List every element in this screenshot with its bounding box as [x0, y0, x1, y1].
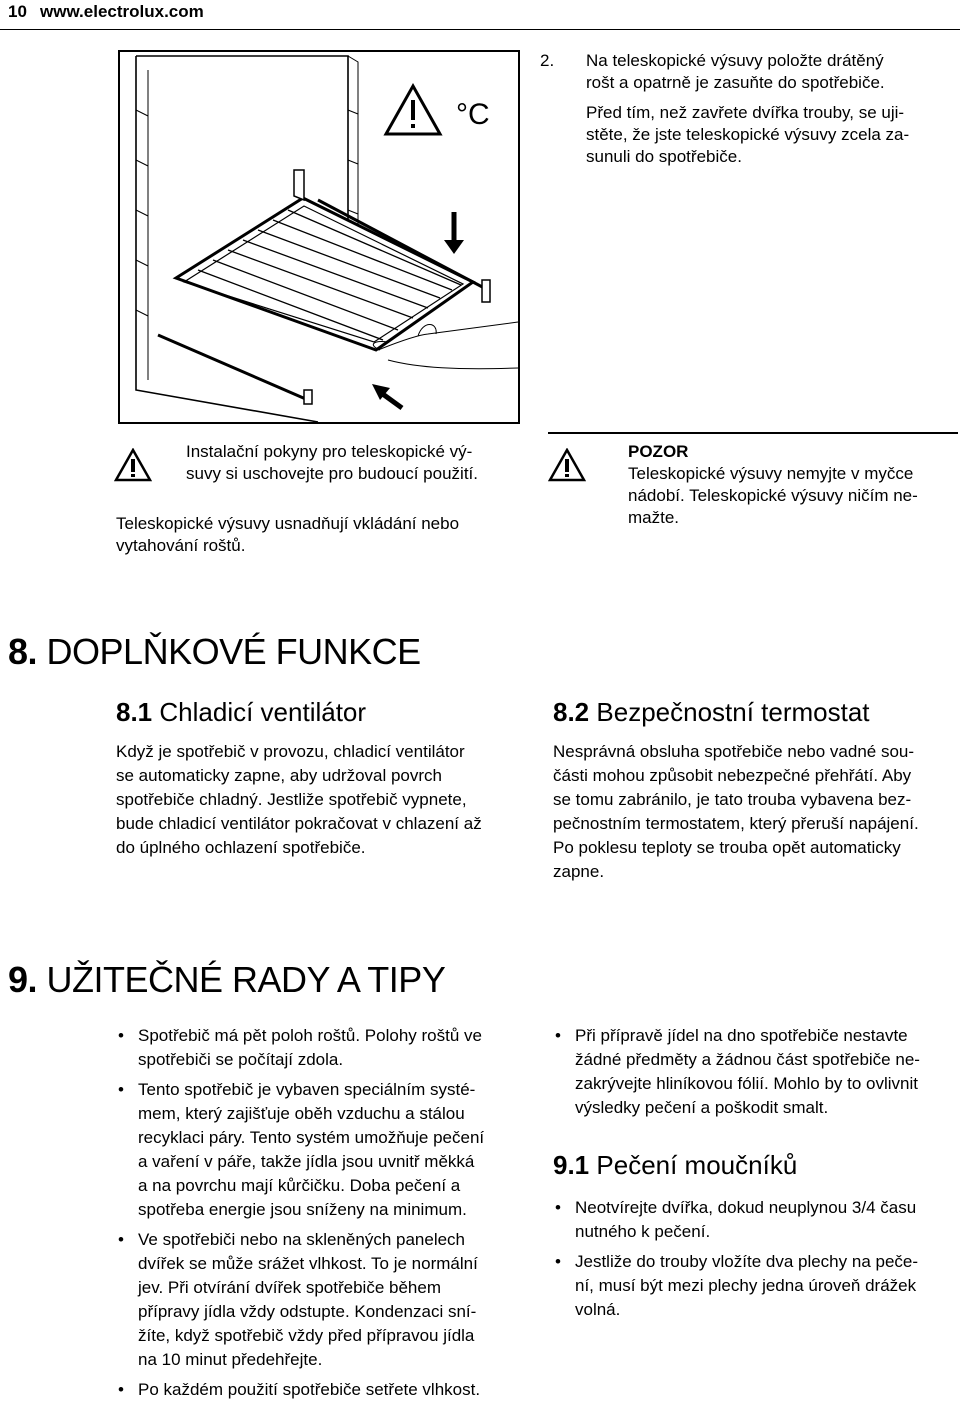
subsection-8-2-heading [553, 697, 870, 727]
site-url: www.electrolux.com [40, 2, 204, 21]
list-line: dvířek se může srážet vlhkost. To je normální [138, 1254, 478, 1273]
list-line: Neotvírejte dvířka, dokud neuplynou 3/4 času [575, 1198, 917, 1217]
list-line: zakrývejte hliníkovou fólií. Mohlo by to ovlivnit [575, 1074, 918, 1093]
text-line: Nesprávná obsluha spotřebiče nebo vadné sou- [553, 742, 915, 761]
list-line: přípravy jídla vždy odstupte. Kondenzaci sní- [138, 1302, 477, 1321]
section-8-heading [8, 632, 421, 672]
section-rule [548, 432, 958, 434]
warning-icon [548, 448, 586, 482]
list-item [116, 1078, 526, 1222]
list-line: jev. Při otvírání dvířek spotřebiče během [138, 1278, 441, 1297]
list-line: mem, který zajišťuje oběh vzduchu a stálou [138, 1104, 465, 1123]
list-line: Ve spotřebiči nebo na skleněných panelech [138, 1230, 466, 1249]
subsection-9-1-heading [553, 1150, 797, 1180]
step-line: rošt a opatrně je zasuňte do spotřebiče. [586, 73, 885, 92]
list-line: nutného k pečení. [575, 1222, 711, 1241]
note-line: suvy si uschovejte pro budoucí použití. [186, 464, 478, 483]
list-line: a vaření v páře, takže jídla jsou uvnitř měkká [138, 1152, 475, 1171]
section-number: 9. [8, 959, 38, 1000]
list-item [553, 1250, 958, 1322]
temperature-label: °C [456, 98, 490, 131]
list-item [553, 1196, 958, 1244]
list-line: a na povrchu mají kůrčičku. Doba pečení a [138, 1176, 461, 1195]
list-line: žíte, když spotřebič vždy před přípravou jídla [138, 1326, 475, 1345]
text-line: Po poklesu teploty se trouba opět automaticky [553, 838, 901, 857]
text-line: se automaticky zapne, aby udržoval povrch [116, 766, 443, 785]
text-line: do úplného ochlazení spotřebiče. [116, 838, 366, 857]
text-line: části mohou způsobit nebezpečné přehřátí. Aby [553, 766, 912, 785]
text-line: pečnostním termostatem, který přeruší napájení. [553, 814, 919, 833]
subsection-title: Bezpečnostní termostat [596, 697, 870, 727]
list-item [116, 1228, 526, 1372]
list-line: volná. [575, 1300, 621, 1319]
caution-line: nádobí. Teleskopické výsuvy ničím ne- [628, 486, 918, 505]
tips-list-left [116, 1024, 526, 1408]
list-line: na 10 minut předehřejte. [138, 1350, 323, 1369]
step-note-line: stěte, že jste teleskopické výsuvy zcela za- [586, 125, 910, 144]
page-number: 10 [8, 2, 27, 21]
subsection-number: 8.2 [553, 697, 590, 727]
note-line: Teleskopické výsuvy usnadňují vkládání nebo [116, 514, 460, 533]
list-line: žádné předměty a žádnou část spotřebiče ne- [575, 1050, 920, 1069]
list-line: spotřeba energie jsou sníženy na minimum. [138, 1200, 467, 1219]
list-item [116, 1024, 526, 1072]
step-number: 2. [540, 51, 555, 70]
subsection-title: Pečení moučníků [596, 1150, 798, 1180]
note-left-part2 [116, 513, 526, 557]
subsection-title: Chladicí ventilátor [159, 697, 367, 727]
header-rule [0, 29, 960, 30]
list-line: recyklaci páry. Tento systém umožňuje pečení [138, 1128, 485, 1147]
text-line: spotřebiče chladný. Jestliže spotřebič vypnete, [116, 790, 467, 809]
list-item [116, 1378, 526, 1402]
step-note-line: sunuli do spotřebiče. [586, 147, 742, 166]
text-line: se tomu zabránilo, je tato trouba vybavena bez- [553, 790, 912, 809]
text-line: bude chladicí ventilátor pokračovat v chlazení až [116, 814, 482, 833]
list-line: Po každém použití spotřebiče setřete vlhkost. [138, 1380, 481, 1399]
list-line: Jestliže do trouby vložíte dva plechy na peče- [575, 1252, 919, 1271]
subsection-8-1-heading [116, 697, 366, 727]
caution-line: Teleskopické výsuvy nemyjte v myčce [628, 464, 914, 483]
text-line: Když je spotřebič v provozu, chladicí ventilátor [116, 742, 465, 761]
list-item [553, 1024, 958, 1120]
subsection-8-1-text [116, 740, 536, 860]
list-line: výsledky pečení a poškodit smalt. [575, 1098, 829, 1117]
step-line: Na teleskopické výsuvy položte drátěný [586, 51, 884, 70]
section-title: UŽITEČNÉ RADY A TIPY [46, 959, 446, 1000]
text-line: zapne. [553, 862, 605, 881]
section-title: DOPLŇKOVÉ FUNKCE [46, 631, 421, 672]
step-note-line: Před tím, než zavřete dvířka trouby, se uji- [586, 103, 905, 122]
baking-tips-list [553, 1196, 958, 1328]
section-number: 8. [8, 631, 38, 672]
note-line: Instalační pokyny pro teleskopické vý- [186, 442, 473, 461]
caution-title: POZOR [628, 442, 689, 461]
subsection-number: 9.1 [553, 1150, 590, 1180]
list-line: Při přípravě jídel na dno spotřebiče nestavte [575, 1026, 908, 1045]
note-left-part1 [186, 441, 526, 485]
section-9-heading [8, 960, 445, 1000]
list-line: Spotřebič má pět poloh roštů. Polohy roštů ve [138, 1026, 482, 1045]
subsection-number: 8.1 [116, 697, 153, 727]
oven-shelf-illustration [118, 50, 520, 424]
subsection-8-2-text [553, 740, 958, 884]
warning-icon [114, 448, 152, 482]
caution-line: mažte. [628, 508, 680, 527]
list-line: Tento spotřebič je vybaven speciálním systé- [138, 1080, 476, 1099]
note-line: vytahování roštů. [116, 536, 246, 555]
caution-note [628, 441, 958, 529]
list-line: ní, musí být mezi plechy jedna úroveň drážek [575, 1276, 917, 1295]
tips-list-right [553, 1024, 958, 1126]
list-line: spotřebiči se počítají zdola. [138, 1050, 344, 1069]
